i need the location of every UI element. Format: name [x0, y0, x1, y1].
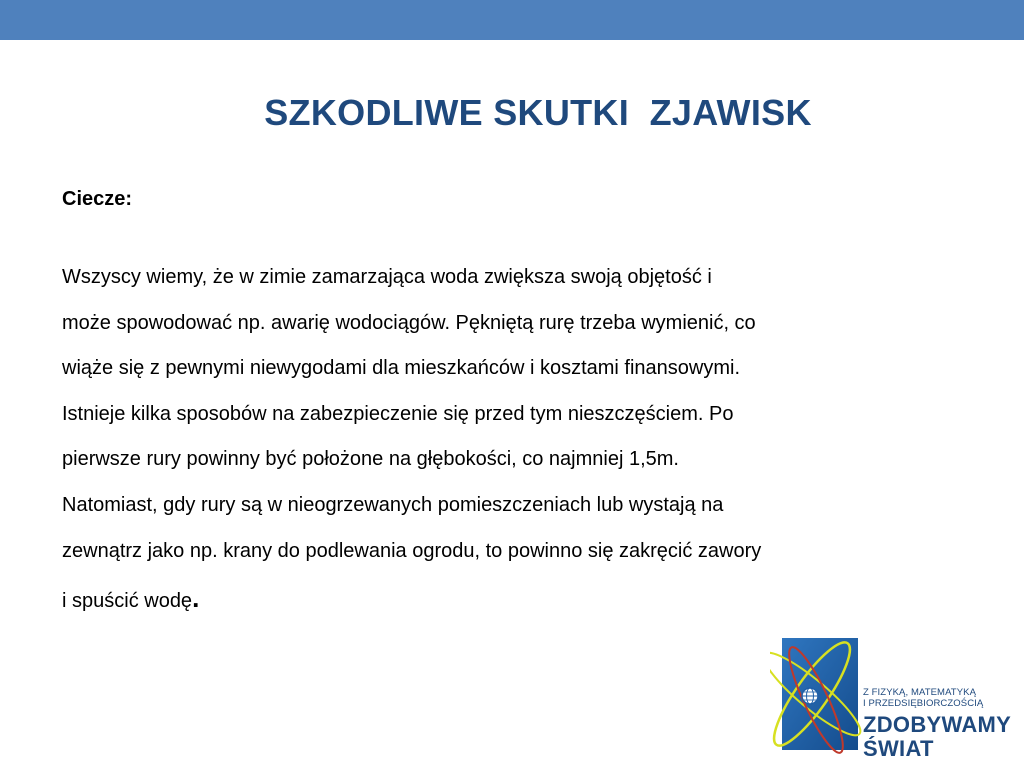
section-label: Ciecze:	[62, 188, 133, 210]
logo-name: ŚWIAT	[863, 736, 934, 761]
logo-name: ZDOBYWAMY	[863, 712, 1012, 737]
body-line: Natomiast, gdy rury są w nieogrzewanych pomieszczeniach lub wystają na	[62, 493, 724, 516]
body-line-text: i spuścić wodę	[62, 590, 193, 613]
project-logo	[770, 620, 1024, 768]
logo-tagline: Z FIZYKĄ, MATEMATYKĄ	[863, 687, 977, 698]
logo-tagline: I PRZEDSIĘBIORCZOŚCIĄ	[863, 697, 984, 709]
body-line: może spowodować np. awarię wodociągów. Pękniętą rurę trzeba wymienić, co	[62, 311, 756, 334]
body-line: wiąże się z pewnymi niewygodami dla mieszkańców i kosztami finansowymi.	[62, 357, 741, 380]
body-paragraph	[62, 255, 972, 625]
body-line: Wszyscy wiemy, że w zimie zamarzająca woda zwiększa swoją objętość i	[62, 266, 712, 288]
top-accent-bar	[0, 0, 1024, 40]
body-line-last	[62, 576, 972, 625]
logo-text	[863, 688, 1011, 761]
body-line: Istnieje kilka sposobów na zabezpieczenie się przed tym nieszczęściem. Po	[62, 402, 734, 425]
slide-title: SZKODLIWE SKUTKI ZJAWISK	[264, 92, 812, 133]
body-line: zewnątrz jako np. krany do podlewania ogrodu, to powinno się zakręcić zawory	[62, 539, 762, 562]
body-final-period: .	[192, 583, 200, 614]
body-line: pierwsze rury powinny być położone na głębokości, co najmniej 1,5m.	[62, 448, 679, 471]
